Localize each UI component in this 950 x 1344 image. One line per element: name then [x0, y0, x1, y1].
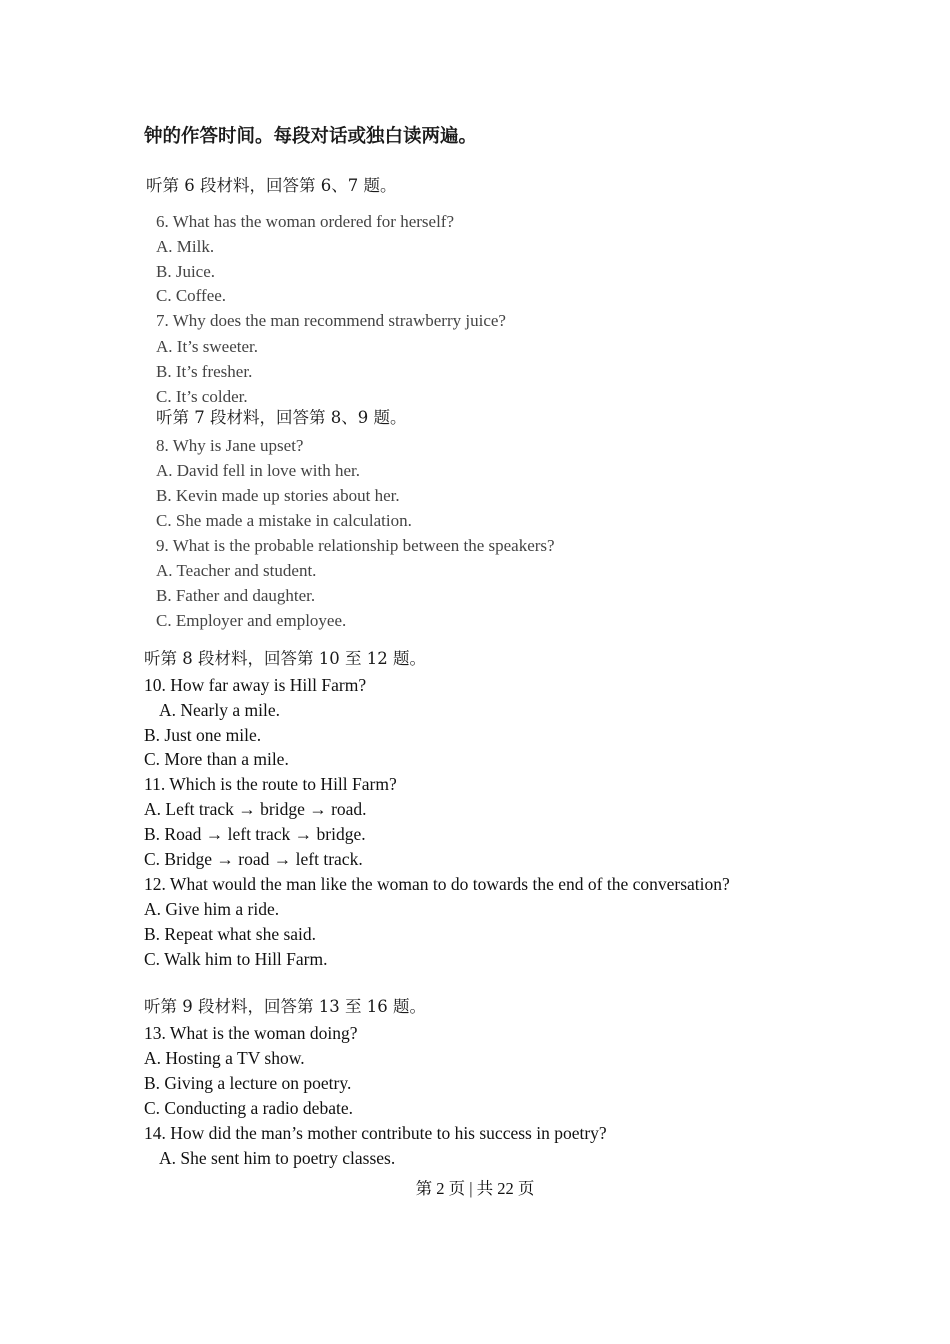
option-11b: B. Road → left track → bridge.	[144, 824, 366, 844]
option-6c: C. Coffee.	[156, 286, 227, 305]
option-6b: B. Juice.	[156, 262, 216, 281]
option-12c: C. Walk him to Hill Farm.	[144, 949, 328, 969]
option-7a: A. It’s sweeter.	[156, 337, 258, 356]
option-11c: C. Bridge → road → left track.	[144, 849, 363, 869]
option-9a: A. Teacher and student.	[156, 561, 317, 580]
option-10a: A. Nearly a mile.	[159, 700, 280, 720]
question-11: 11. Which is the route to Hill Farm?	[144, 774, 397, 794]
question-14: 14. How did the man’s mother contribute to his success in poetry?	[144, 1123, 607, 1143]
question-10: 10. How far away is Hill Farm?	[144, 675, 367, 695]
page-footer: 第 2 页 | 共 22 页	[415, 1179, 535, 1198]
section-heading-8: 听第 8 段材料，回答第 10 至 12 题。	[144, 649, 426, 668]
question-13: 13. What is the woman doing?	[144, 1023, 358, 1043]
option-12b: B. Repeat what she said.	[144, 924, 317, 944]
question-8: 8. Why is Jane upset?	[156, 436, 304, 455]
option-7c: C. It’s colder.	[156, 387, 248, 406]
option-9c: C. Employer and employee.	[156, 611, 347, 630]
option-7b: B. It’s fresher.	[156, 362, 253, 381]
option-14a: A. She sent him to poetry classes.	[159, 1148, 396, 1168]
option-10b: B. Just one mile.	[144, 725, 262, 745]
option-13b: B. Giving a lecture on poetry.	[144, 1073, 352, 1093]
option-9b: B. Father and daughter.	[156, 586, 316, 605]
section-heading-6: 听第 6 段材料，回答第 6、7 题。	[146, 176, 397, 195]
question-7: 7. Why does the man recommend strawberry juice?	[156, 311, 506, 330]
option-12a: A. Give him a ride.	[144, 899, 280, 919]
option-8a: A. David fell in love with her.	[156, 461, 360, 480]
intro-text: 钟的作答时间。每段对话或独白读两遍。	[144, 126, 478, 147]
option-13a: A. Hosting a TV show.	[144, 1048, 305, 1068]
option-8c: C. She made a mistake in calculation.	[156, 511, 412, 530]
question-6: 6. What has the woman ordered for herself?	[156, 212, 455, 231]
section-heading-7: 听第 7 段材料，回答第 8、9 题。	[156, 408, 407, 427]
question-9: 9. What is the probable relationship between the speakers?	[156, 536, 555, 555]
option-6a: A. Milk.	[156, 237, 215, 256]
option-8b: B. Kevin made up stories about her.	[156, 486, 400, 505]
option-10c: C. More than a mile.	[144, 749, 289, 769]
question-12: 12. What would the man like the woman to do towards the end of the conversation?	[144, 874, 730, 894]
option-13c: C. Conducting a radio debate.	[144, 1098, 353, 1118]
option-11a: A. Left track → bridge → road.	[144, 799, 367, 819]
section-heading-9: 听第 9 段材料，回答第 13 至 16 题。	[144, 997, 426, 1016]
